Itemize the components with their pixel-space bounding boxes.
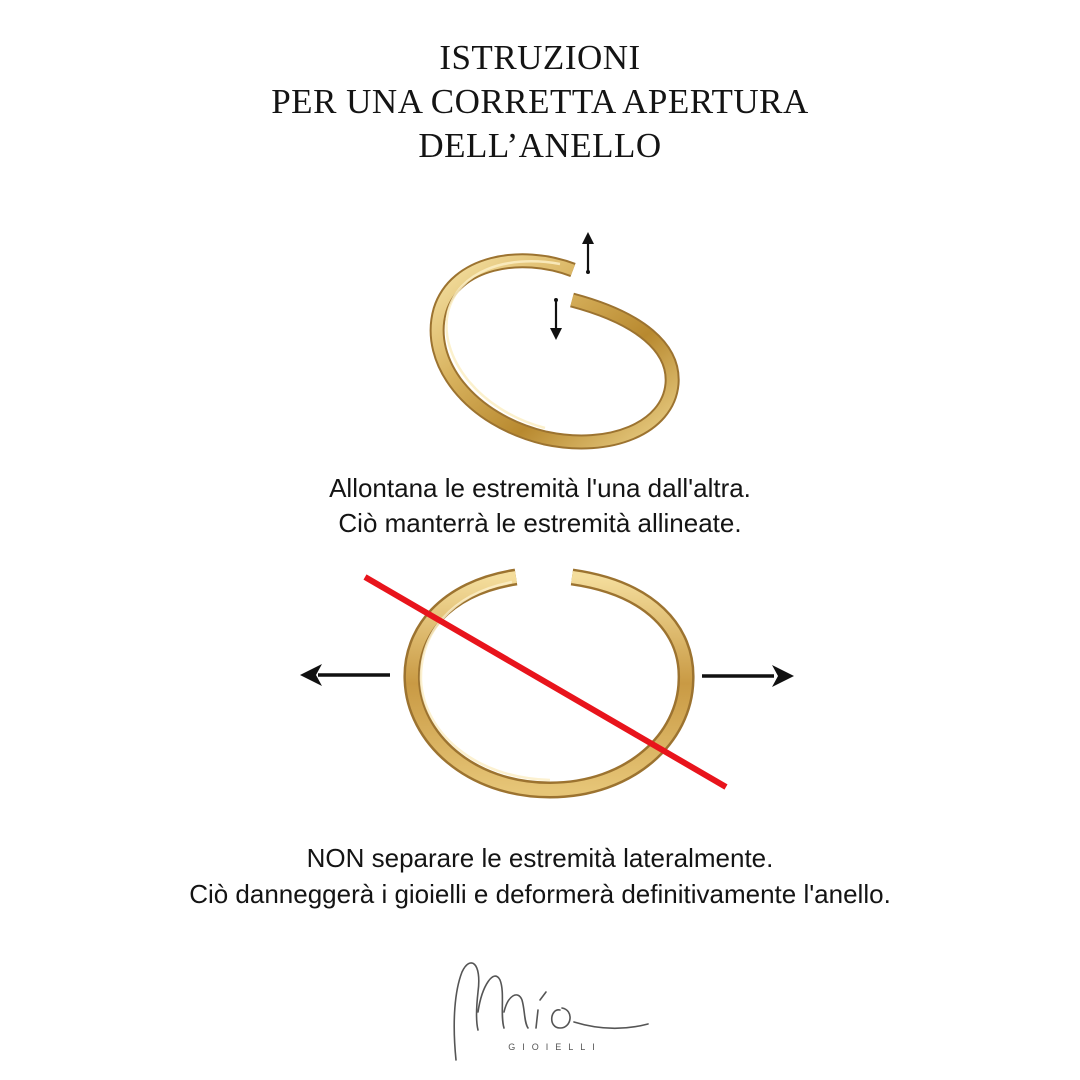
title-line-2: PER UNA CORRETTA APERTURA (271, 82, 809, 121)
brand-tagline: GIOIELLI (508, 1042, 602, 1052)
ring-correct-image (437, 261, 672, 442)
correct-instruction-line-2: Ciò manterrà le estremità allineate. (338, 508, 742, 538)
wrong-instruction-line-1: NON separare le estremità lateralmente. (306, 843, 774, 873)
wrong-instruction (0, 840, 1080, 912)
arrow-right-icon (702, 665, 794, 687)
title-line-3: DELL’ANELLO (418, 126, 662, 165)
arrow-left-icon (300, 664, 390, 686)
wrong-instruction-line-2: Ciò danneggerà i gioielli e deformerà definitivamente l'anello. (189, 879, 891, 909)
correct-instruction (0, 471, 1080, 541)
correct-instruction-line-1: Allontana le estremità l'una dall'altra. (329, 473, 751, 503)
arrow-down-icon (550, 298, 562, 340)
title-line-1: ISTRUZIONI (439, 38, 641, 77)
arrow-up-icon (582, 232, 594, 274)
